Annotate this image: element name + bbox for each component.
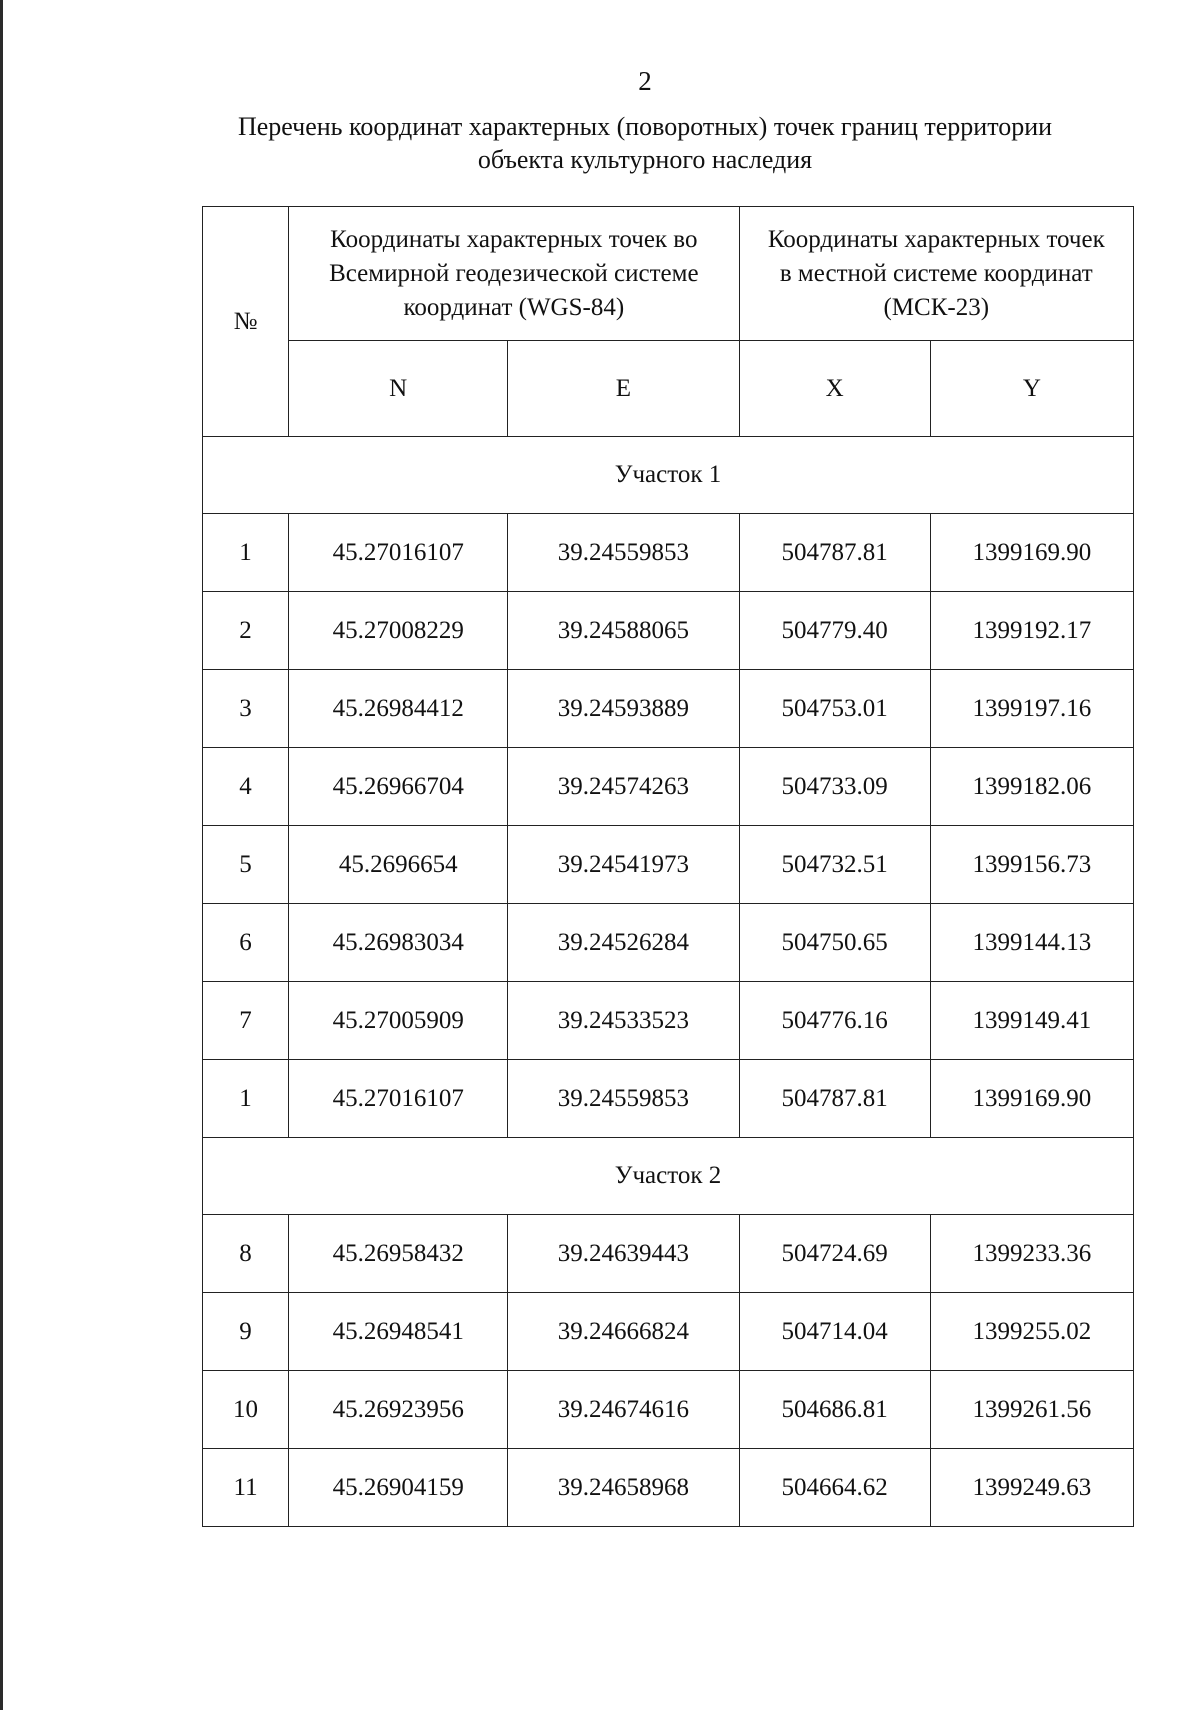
cell-x: 504724.69: [739, 1215, 930, 1293]
cell-n: 45.27016107: [289, 1060, 508, 1138]
cell-y: 1399149.41: [930, 982, 1133, 1060]
cell-x: 504733.09: [739, 748, 930, 826]
cell-e: 39.24559853: [508, 1060, 739, 1138]
cell-x: 504787.81: [739, 514, 930, 592]
header-number: №: [203, 207, 289, 437]
cell-e: 39.24526284: [508, 904, 739, 982]
section-row: [203, 1138, 1134, 1215]
cell-n: 45.27008229: [289, 592, 508, 670]
document-title: [150, 110, 1140, 176]
cell-e: 39.24559853: [508, 514, 739, 592]
table-row: [203, 1449, 1134, 1527]
cell-num: 1: [203, 1060, 289, 1138]
cell-n: 45.26904159: [289, 1449, 508, 1527]
table-row: [203, 904, 1134, 982]
cell-n: 45.27016107: [289, 514, 508, 592]
cell-n: 45.2696654: [289, 826, 508, 904]
cell-y: 1399169.90: [930, 514, 1133, 592]
cell-e: 39.24588065: [508, 592, 739, 670]
cell-y: 1399261.56: [930, 1371, 1133, 1449]
document-title-line-2: объекта культурного наследия: [477, 145, 813, 174]
cell-n: 45.26984412: [289, 670, 508, 748]
cell-num: 7: [203, 982, 289, 1060]
cell-n: 45.26983034: [289, 904, 508, 982]
header-msk23-group: Координаты характерных точек в местной системе координат (МСК-23): [739, 207, 1133, 341]
cell-e: 39.24658968: [508, 1449, 739, 1527]
cell-x: 504776.16: [739, 982, 930, 1060]
cell-y: 1399249.63: [930, 1449, 1133, 1527]
cell-x: 504779.40: [739, 592, 930, 670]
table-row: [203, 748, 1134, 826]
table-body: [203, 437, 1134, 1527]
cell-num: 6: [203, 904, 289, 982]
cell-x: 504750.65: [739, 904, 930, 982]
table-row: [203, 670, 1134, 748]
table-row: [203, 592, 1134, 670]
cell-n: 45.26948541: [289, 1293, 508, 1371]
cell-x: 504753.01: [739, 670, 930, 748]
header-x: X: [739, 341, 930, 437]
section-label: Участок 1: [203, 437, 1134, 514]
cell-y: 1399255.02: [930, 1293, 1133, 1371]
cell-y: 1399144.13: [930, 904, 1133, 982]
table-subheader-row: [203, 341, 1134, 437]
table-row: [203, 514, 1134, 592]
cell-y: 1399182.06: [930, 748, 1133, 826]
cell-x: 504714.04: [739, 1293, 930, 1371]
cell-y: 1399192.17: [930, 592, 1133, 670]
table-row: [203, 1371, 1134, 1449]
table-row: [203, 1215, 1134, 1293]
header-n: N: [289, 341, 508, 437]
header-wgs84-group: Координаты характерных точек во Всемирной геодезической системе координат (WGS-84): [289, 207, 739, 341]
section-label: Участок 2: [203, 1138, 1134, 1215]
cell-e: 39.24639443: [508, 1215, 739, 1293]
header-y: Y: [930, 341, 1133, 437]
cell-x: 504664.62: [739, 1449, 930, 1527]
cell-e: 39.24666824: [508, 1293, 739, 1371]
cell-num: 3: [203, 670, 289, 748]
cell-n: 45.26923956: [289, 1371, 508, 1449]
cell-num: 5: [203, 826, 289, 904]
cell-n: 45.26966704: [289, 748, 508, 826]
table-header-row: [203, 207, 1134, 341]
cell-e: 39.24574263: [508, 748, 739, 826]
cell-num: 2: [203, 592, 289, 670]
cell-e: 39.24593889: [508, 670, 739, 748]
table-row: [203, 1293, 1134, 1371]
cell-y: 1399156.73: [930, 826, 1133, 904]
cell-x: 504686.81: [739, 1371, 930, 1449]
cell-num: 1: [203, 514, 289, 592]
table-row: [203, 982, 1134, 1060]
page-number: 2: [638, 66, 652, 96]
cell-y: 1399169.90: [930, 1060, 1133, 1138]
cell-e: 39.24674616: [508, 1371, 739, 1449]
coordinates-table: [202, 206, 1134, 1527]
cell-num: 11: [203, 1449, 289, 1527]
cell-e: 39.24533523: [508, 982, 739, 1060]
table-row: [203, 826, 1134, 904]
cell-num: 10: [203, 1371, 289, 1449]
cell-e: 39.24541973: [508, 826, 739, 904]
cell-y: 1399197.16: [930, 670, 1133, 748]
cell-num: 8: [203, 1215, 289, 1293]
cell-n: 45.26958432: [289, 1215, 508, 1293]
page-edge: [0, 0, 3, 1710]
cell-y: 1399233.36: [930, 1215, 1133, 1293]
header-e: E: [508, 341, 739, 437]
section-row: [203, 437, 1134, 514]
table-row: [203, 1060, 1134, 1138]
cell-x: 504787.81: [739, 1060, 930, 1138]
cell-num: 9: [203, 1293, 289, 1371]
document-title-line-1: Перечень координат характерных (поворотных) точек границ территории: [237, 112, 1053, 141]
cell-num: 4: [203, 748, 289, 826]
cell-n: 45.27005909: [289, 982, 508, 1060]
cell-x: 504732.51: [739, 826, 930, 904]
